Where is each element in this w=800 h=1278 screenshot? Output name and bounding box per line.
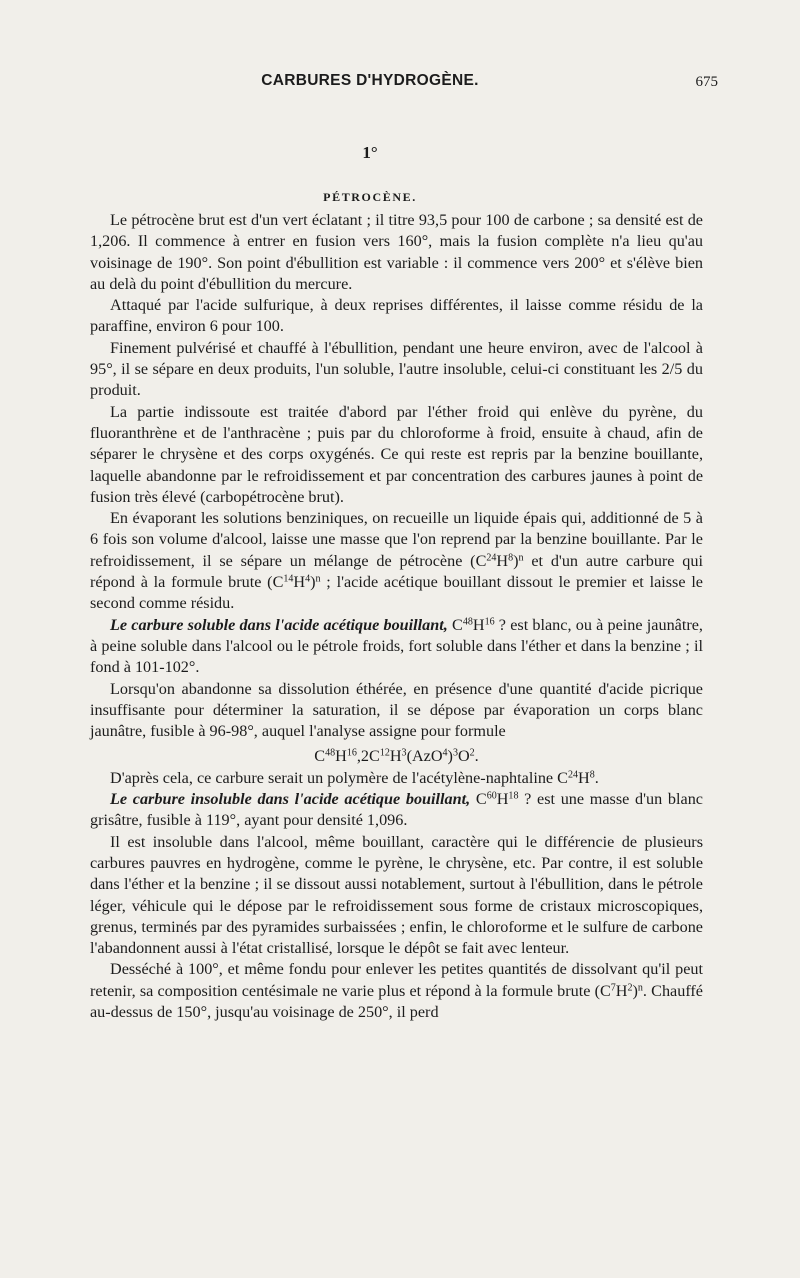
text-run: C [314, 747, 326, 766]
superscript: 16 [346, 747, 357, 759]
text-run: H [389, 747, 402, 766]
text-run: . Chauffé au-dessus de 150°, jusqu'au voisinage de 250°, il perd [90, 981, 703, 1021]
superscript: n [637, 982, 643, 994]
superscript: n [518, 552, 524, 564]
text-run: ; l'acide acétique bouillant dissout le premier et laisse le second comme résidu. [90, 573, 703, 613]
superscript: 3 [452, 747, 458, 759]
superscript: 4 [442, 747, 448, 759]
text-run: ) [310, 573, 316, 592]
paragraph-benzine-solutions [90, 508, 703, 614]
superscript: 3 [401, 747, 407, 759]
text-run: ,2C [356, 747, 380, 766]
text-run: C [470, 790, 487, 809]
text-run: Lorsqu'on abandonne sa dissolution éthérée, en présence d'une quantité d'acide picrique insuffisante pour déterminer la saturation, il se dépose par évaporation un corps blanc jaunâtre, fusible à 96-98°, auquel l'analyse assigne pour formule [90, 679, 703, 741]
running-title: CARBURES D'HYDROGÈNE. [261, 72, 479, 89]
superscript: 48 [325, 747, 336, 759]
paragraph-insoluble-carbide [90, 789, 703, 832]
superscript: 8 [589, 769, 595, 781]
text-run: ) [632, 981, 638, 1000]
section-number: 1° [362, 143, 378, 162]
text-run: ) [447, 747, 453, 766]
text-run: La partie indissoute est traitée d'abord par l'éther froid qui enlève du pyrène, du fluoranthrène et de l'anthracène ; puis par du chloroforme à froid, ensuite à chaud, afin de séparer le chrysène et des corps oxygénés. Ce qui reste est repris par la benzine bouillante, laquelle abandonne par le refroidissement et par concentration des carbures jaunes à point de fusion très élevé (carbopétrocène brut). [90, 402, 703, 506]
text-run: et d'un autre carbure qui répond à la formule brute (C [90, 551, 703, 592]
text-run: H [577, 768, 590, 787]
body-text [90, 210, 703, 1023]
superscript: 16 [484, 616, 495, 628]
text-run: H [293, 573, 306, 592]
page-number: 675 [695, 74, 718, 90]
paragraph-polymer [90, 768, 703, 789]
superscript: 24 [486, 552, 497, 564]
text-run: Attaqué par l'acide sulfurique, à deux reprises différentes, il laisse comme résidu de la paraffine, environ 6 pour 100. [90, 296, 703, 336]
text-run: H [615, 981, 628, 1000]
superscript: 12 [379, 747, 390, 759]
paragraph-sulfuric-attack [90, 295, 703, 338]
italic-lead: Le carbure insoluble dans l'acide acétique bouillant, [110, 790, 471, 809]
superscript: 60 [486, 790, 497, 802]
text-run: Finement pulvérisé et chauffé à l'ébullition, pendant une heure environ, avec de l'alcool à 95°, il se sépare en deux produits, l'un soluble, l'autre insoluble, celui-ci constituant les 2/5 du produit. [90, 338, 703, 400]
text-run: D'après cela, ce carbure serait un polymère de l'acétylène-naphtaline C [110, 768, 568, 787]
text-run: H [496, 790, 509, 809]
text-run: Le pétrocène brut est d'un vert éclatant ; il titre 93,5 pour 100 de carbone ; sa densité est de 1,206. Il commence à entrer en fusion vers 160°, mais la fusion complète n'a lieu qu'au voisinage de 190°. Son point d'ébullition est variable : il commence vers 200° et s'élève bien au delà du point d'ébullition du mercure. [90, 211, 703, 293]
text-run: H [472, 615, 485, 634]
text-run: . [474, 747, 479, 766]
text-run: O [457, 747, 470, 766]
superscript: 48 [462, 616, 473, 628]
superscript: 14 [283, 573, 294, 585]
section-title: PÉTROCÈNE. [323, 190, 417, 204]
paragraph-alcohol-separation [90, 338, 703, 402]
superscript: 24 [567, 769, 578, 781]
superscript: n [315, 573, 321, 585]
picrate-formula [90, 746, 703, 767]
text-run: C [447, 615, 463, 634]
superscript: 4 [305, 573, 311, 585]
superscript: 2 [469, 747, 475, 759]
superscript: 2 [627, 982, 633, 994]
paragraph-solubility [90, 832, 703, 960]
italic-lead: Le carbure soluble dans l'acide acétique bouillant, [110, 615, 448, 634]
text-run: . [594, 768, 599, 787]
text-run: ? est une masse d'un blanc grisâtre, fusible à 119°, ayant pour densité 1,096. [90, 790, 703, 830]
superscript: 18 [508, 790, 519, 802]
text-run: Desséché à 100°, et même fondu pour enlever les petites quantités de dissolvant qu'il peut retenir, sa composition centésimale ne varie plus et répond à la formule brute (C [90, 960, 703, 1000]
text-run: ? est blanc, ou à peine jaunâtre, à peine soluble dans l'alcool ou le pétrole froids, fort soluble dans l'éther et dans la benzine ; il fond à 101-102°. [90, 615, 703, 677]
text-run: H [496, 551, 509, 570]
paragraph-picric-acid [90, 679, 703, 743]
superscript: 7 [610, 982, 616, 994]
paragraph-insoluble-part [90, 402, 703, 508]
paragraph-properties [90, 210, 703, 295]
text-run: (AzO [406, 747, 443, 766]
running-header [0, 72, 800, 94]
paragraph-dried [90, 959, 703, 1023]
text-run: Il est insoluble dans l'alcool, même bouillant, caractère qui le différencie de plusieurs carbures pauvres en hydrogène, comme le pyrène, le chrysène, etc. Par contre, il est soluble dans l'éther et la benzine ; il se dissout aussi notablement, surtout à l'ébullition, dans le pétrole léger, véhicule qui le dépose par le refroidissement sous forme de cristaux microscopiques, grenus, terminés par des pyramides surbaissées ; enfin, le chloroforme et le sulfure de carbone l'abandonnent aussi à l'état cristallisé, lorsque le dépôt se fait avec lenteur. [90, 832, 703, 958]
paragraph-soluble-carbide [90, 615, 703, 679]
superscript: 8 [508, 552, 514, 564]
text-run: ) [513, 551, 519, 570]
text-run: H [335, 747, 347, 766]
text-run: En évaporant les solutions benziniques, on recueille un liquide épais qui, additionné de 5 à 6 fois son volume d'alcool, laisse une masse que l'on reprend par la benzine bouillante. Par le refroidissement, il se sépare un mélange de pétrocène (C [90, 509, 703, 570]
